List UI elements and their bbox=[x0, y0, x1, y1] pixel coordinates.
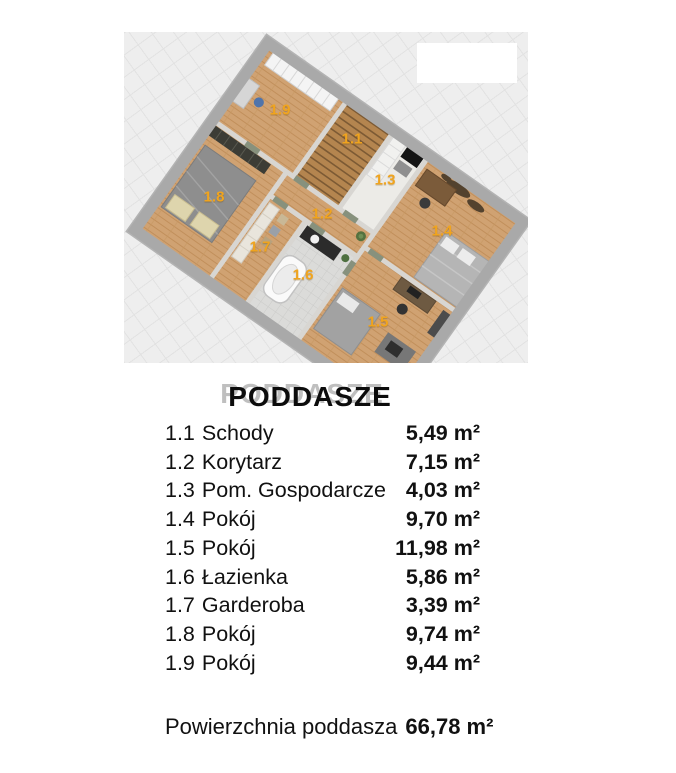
room-area: 9,70 m² bbox=[405, 507, 480, 532]
legend bbox=[165, 419, 480, 677]
legend-row bbox=[165, 476, 480, 505]
room-label-1-5: 1.5 bbox=[367, 313, 389, 331]
room-area: 5,49 m² bbox=[405, 421, 480, 445]
room-number: 1.1 bbox=[165, 421, 195, 445]
floor-plan-image bbox=[124, 32, 528, 363]
room-name: Schody bbox=[201, 421, 274, 445]
room-area: 9,44 m² bbox=[405, 650, 480, 675]
floor-title: PODDASZE bbox=[228, 381, 392, 412]
room-number: 1.7 bbox=[165, 593, 195, 618]
room-label-1-7: 1.7 bbox=[249, 238, 271, 256]
room-number: 1.5 bbox=[165, 535, 195, 560]
legend-row bbox=[165, 620, 480, 649]
total-area-row bbox=[165, 714, 493, 740]
watermark-blank bbox=[417, 43, 517, 83]
room-name: Pokój bbox=[201, 621, 256, 646]
room-number: 1.8 bbox=[165, 621, 195, 646]
room-name: Pokój bbox=[201, 650, 256, 675]
room-number: 1.3 bbox=[165, 478, 195, 503]
room-number: 1.2 bbox=[165, 449, 195, 474]
room-label-1-9: 1.9 bbox=[269, 101, 291, 119]
legend-row bbox=[165, 419, 480, 448]
room-label-1-2: 1.2 bbox=[311, 205, 333, 223]
room-label-1-6: 1.6 bbox=[292, 266, 314, 284]
total-area-label: Powierzchnia poddasza bbox=[165, 714, 398, 739]
room-area: 9,74 m² bbox=[405, 621, 480, 646]
legend-row bbox=[165, 534, 480, 563]
room-area: 11,98 m² bbox=[395, 535, 480, 560]
room-label-1-1: 1.1 bbox=[341, 130, 363, 148]
total-area-value: 66,78 m² bbox=[405, 714, 494, 739]
room-name: Pokój bbox=[201, 535, 256, 560]
room-area: 4,03 m² bbox=[405, 478, 480, 503]
room-number: 1.4 bbox=[165, 507, 195, 532]
legend-row bbox=[165, 649, 480, 678]
room-name: Łazienka bbox=[201, 564, 288, 589]
room-number: 1.6 bbox=[165, 564, 195, 589]
legend-row bbox=[165, 563, 480, 592]
room-label-1-4: 1.4 bbox=[431, 222, 453, 240]
room-area: 3,39 m² bbox=[405, 593, 480, 618]
room-label-1-8: 1.8 bbox=[203, 188, 225, 206]
legend-row bbox=[165, 448, 480, 477]
legend-row bbox=[165, 591, 480, 620]
room-label-1-3: 1.3 bbox=[374, 171, 396, 189]
legend-row bbox=[165, 505, 480, 534]
room-name: Pokój bbox=[201, 507, 256, 532]
room-area: 7,15 m² bbox=[405, 449, 480, 474]
room-area: 5,86 m² bbox=[405, 564, 480, 589]
room-name: Korytarz bbox=[201, 449, 282, 474]
room-number: 1.9 bbox=[165, 650, 195, 675]
room-name: Pom. Gospodarcze bbox=[201, 478, 386, 503]
room-name: Garderoba bbox=[201, 593, 305, 618]
